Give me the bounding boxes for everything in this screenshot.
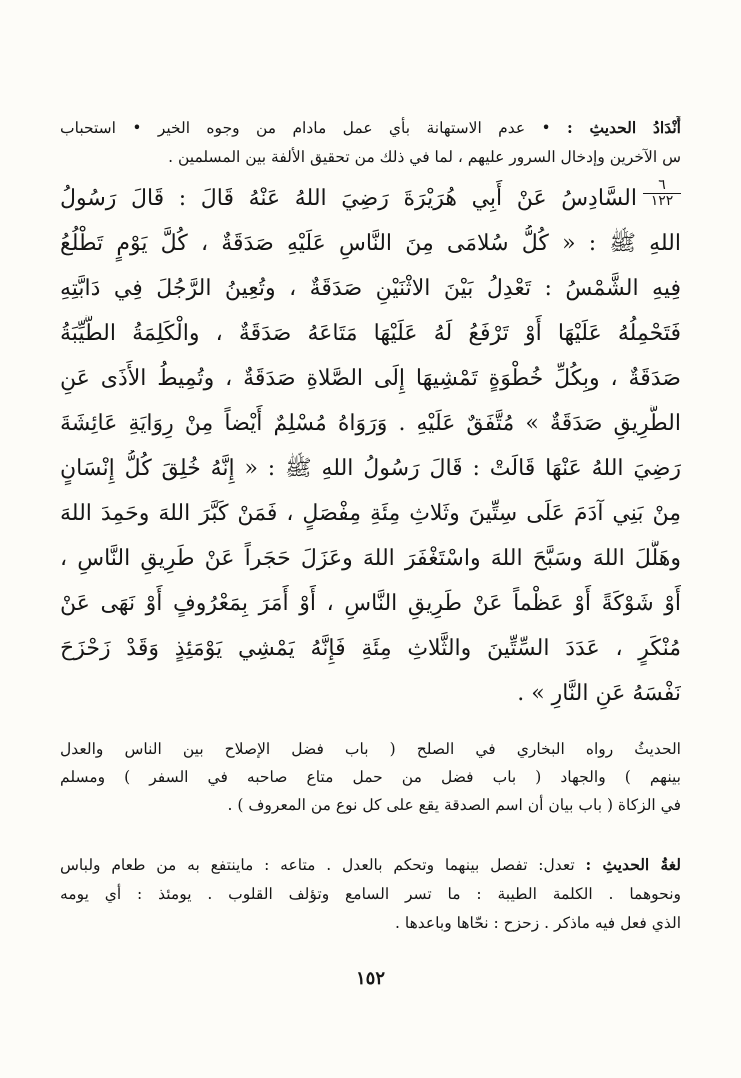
- takhrij-line-3: في الزكاة ( باب بيان أن اسم الصدقة يقع على كل نوع من المعروف ) .: [227, 796, 681, 814]
- hadith-line-7: رَضِيَ اللهُ عَنْهَا قَالَتْ : قَالَ رَسُولُ اللهِ ﷺ : « إِنَّهُ خُلِقَ كُلُّ إِنْسَانٍ: [60, 456, 681, 481]
- language-line-3: الذي فعل فيه ماذكر . زحزح : نحّاها وباعدها .: [395, 914, 681, 932]
- hadith-number-bottom: ١٢٢: [650, 193, 674, 209]
- hadith-number-top: ٦: [643, 178, 681, 194]
- hadith-line-10: أَوْ شَوْكَةً أَوْ عَظْماً عَنْ طَرِيقِ النَّاسِ ، أَوْ أَمَرَ بِمَعْرُوفٍ أَوْ نَهَى عَنْ: [60, 591, 681, 616]
- language-line-1: [60, 853, 681, 877]
- benefits-label: أَنْدَادُ الحديثِ :: [566, 118, 681, 137]
- hadith-number: [643, 178, 681, 209]
- benefits-text-1: • عدم الاستهانة بأي عمل مادام من وجوه الخير • استحباب: [60, 119, 551, 137]
- takhrij-line-1: الحديثُ رواه البخاري في الصلح ( باب فضل الإصلاح بين الناس والعدل: [60, 740, 681, 758]
- hadith-line-6: الطَّرِيقِ صَدَقَةٌ » مُتَّفَقٌ عَلَيْهِ . وَرَوَاهُ مُسْلِمٌ أَيْضاً مِنْ رِوَايَةِ عَائِشَةَ: [60, 411, 681, 436]
- takhrij-line-2: بينهم ) والجهاد ( باب فضل من حمل متاع صاحبه في السفر ) ومسلم: [60, 768, 681, 786]
- hadith-line-4: فَتَحْمِلُهُ عَلَيْهَا أَوْ تَرْفَعُ لَهُ عَلَيْهَا مَتَاعَهُ صَدَقَةٌ ، والْكَلِمَةُ الطَّيِّبَةُ: [60, 321, 681, 346]
- benefits-line-1: [60, 116, 681, 140]
- hadith-line-11: مُنْكَرٍ ، عَدَدَ السِّتِّينَ والثَّلاثِ مِئَةِ فَإِنَّهُ يَمْشِي يَوْمَئِذٍ وَقَدْ زَحْزَحَ: [60, 636, 681, 661]
- hadith-line-9: وهَلَّلَ اللهَ وسَبَّحَ اللهَ واسْتَغْفَرَ اللهَ وعَزَلَ حَجَراً عَنْ طَرِيقِ النَّاسِ ،: [60, 546, 681, 571]
- hadith-line-3: فِيهِ الشَّمْسُ : تَعْدِلُ بَيْنَ الاثْنَيْنِ صَدَقَةٌ ، وتُعِينُ الرَّجُلَ فِي دَابَّتِهِ: [60, 276, 681, 301]
- hadith-line-1: السَّادِسُ عَنْ أَبِي هُرَيْرَةَ رَضِيَ اللهُ عَنْهُ قَالَ : قَالَ رَسُولُ: [60, 186, 637, 211]
- hadith-line-5: صَدَقَةٌ ، وبِكُلِّ خُطْوَةٍ تَمْشِيهَا إِلَى الصَّلاةِ صَدَقَةٌ ، وتُمِيطُ الأَذَى عَنِ: [60, 366, 681, 391]
- language-label: لغةُ الحديثِ :: [585, 855, 681, 874]
- benefits-line-2: س الآخرين وإدخال السرور عليهم ، لما في ذلك من تحقيق الألفة بين المسلمين .: [168, 148, 681, 166]
- hadith-line-8: مِنْ بَنِي آدَمَ عَلَى سِتِّينَ وثَلاثِ مِئَةِ مِفْصَلٍ ، فَمَنْ كَبَّرَ اللهَ وحَمِدَ اللهَ: [60, 501, 681, 526]
- page-number: ١٥٢: [355, 968, 385, 989]
- hadith-line-2: اللهِ ﷺ : « كُلُّ سُلامَى مِنَ النَّاسِ عَلَيْهِ صَدَقَةٌ ، كُلَّ يَوْمٍ تَطْلُعُ: [60, 231, 681, 256]
- hadith-line-12: نَفْسَهُ عَنِ النَّارِ » .: [517, 681, 681, 706]
- language-text-1: تعدل: تفصل بينهما وتحكم بالعدل . متاعه : ماينتفع به من طعام ولباس: [60, 856, 575, 874]
- language-line-2: ونحوهما . الكلمة الطيبة : ما تسر السامع وتؤلف القلوب . يومئذ : أي يومه: [60, 885, 681, 903]
